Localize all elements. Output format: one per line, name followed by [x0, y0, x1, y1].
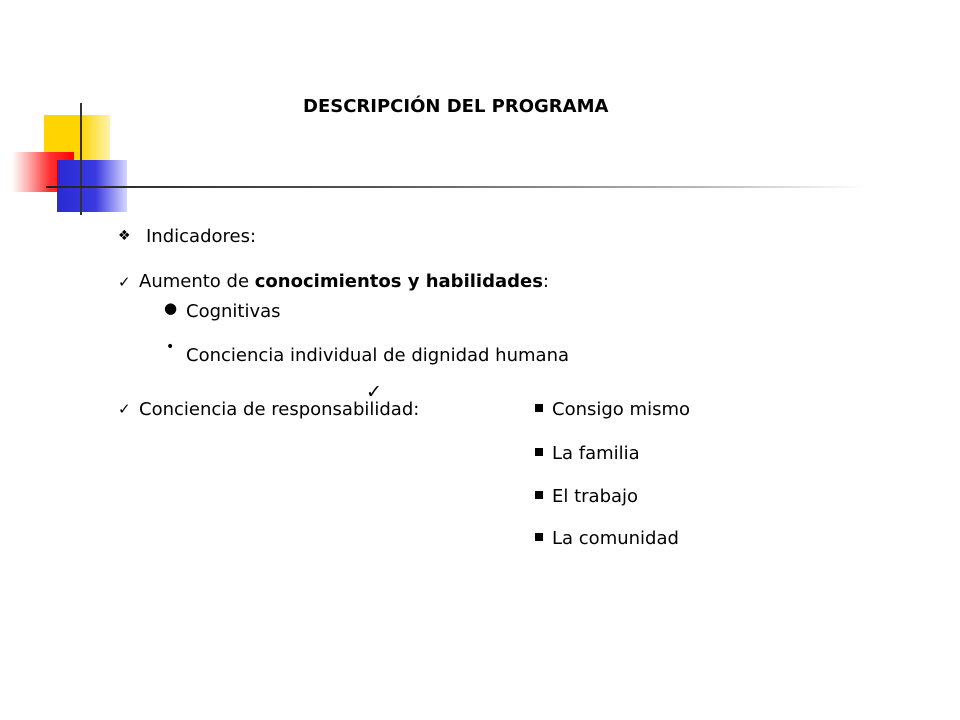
dot-bullet-icon: • [166, 339, 175, 355]
square-bullet-icon [535, 448, 543, 456]
item-responsabilidad: Conciencia de responsabilidad: [139, 399, 420, 420]
square-bullet-icon [535, 533, 543, 541]
item-knowledge-prefix: Aumento de [139, 271, 255, 292]
sub-item-comunidad: La comunidad [552, 528, 679, 549]
checkmark-icon: ✓ [118, 273, 131, 291]
indicators-label: Indicadores: [146, 226, 257, 247]
dot-bullet-icon: ● [164, 299, 178, 317]
diamond-bullet-icon: ❖ [118, 228, 131, 244]
header-divider-line [46, 186, 866, 188]
logo-vertical-line [80, 103, 82, 215]
slide-title: DESCRIPCIÓN DEL PROGRAMA [303, 96, 609, 117]
item-knowledge-suffix: : [542, 271, 549, 292]
sub-item-familia: La familia [552, 443, 640, 464]
item-knowledge-bold: conocimientos y habilidades [254, 271, 543, 292]
square-bullet-icon [535, 404, 543, 412]
square-bullet-icon [535, 491, 543, 499]
stray-checkmark-icon: ✓ [366, 381, 382, 403]
sub-item-consigo-mismo: Consigo mismo [552, 399, 690, 420]
sub-item-cognitivas: Cognitivas [186, 301, 281, 322]
sub-item-trabajo: El trabajo [552, 486, 639, 507]
item-knowledge [139, 271, 549, 292]
checkmark-icon: ✓ [118, 400, 131, 418]
sub-item-conciencia-individual: Conciencia individual de dignidad humana [186, 345, 570, 366]
